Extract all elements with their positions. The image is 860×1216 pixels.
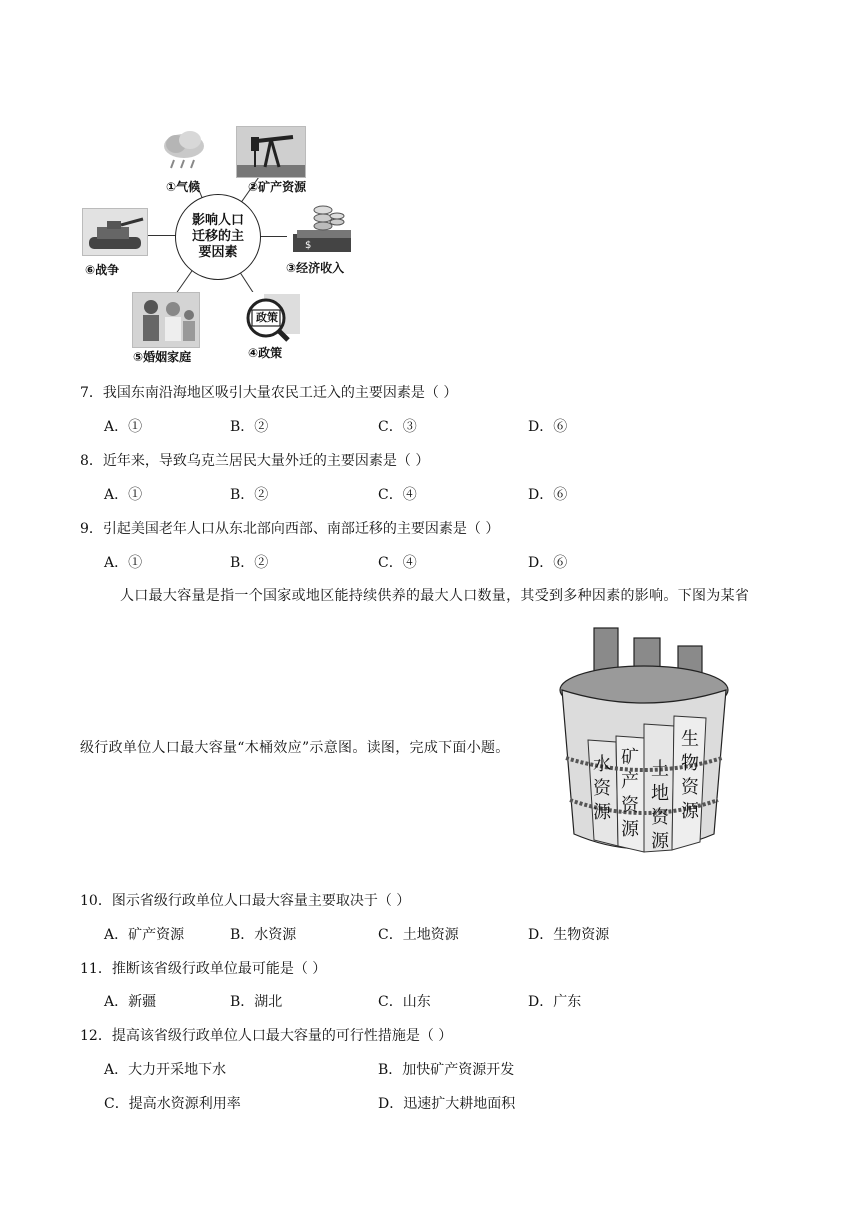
q7-option-c[interactable]: C．③ — [378, 419, 417, 435]
q11-option-c[interactable]: C．山东 — [378, 994, 431, 1010]
income-image — [287, 196, 357, 258]
factor-label-policy: ④政策 — [248, 346, 283, 360]
factor-label-war: ⑥战争 — [85, 263, 120, 277]
migration-factors-diagram — [80, 122, 360, 364]
q10-option-d[interactable]: D．生物资源 — [528, 927, 610, 943]
stave-biological-resources: 生物资源 — [681, 729, 699, 822]
q7-option-a[interactable]: A．① — [104, 419, 143, 435]
question-11: 11．推断该省级行政单位最可能是（ ） — [80, 961, 327, 977]
q12-option-b[interactable]: B．加快矿产资源开发 — [378, 1062, 515, 1078]
question-12: 12．提高该省级行政单位人口最大容量的可行性措施是（ ） — [80, 1028, 453, 1044]
family-photo-icon — [133, 293, 199, 347]
diagram-center — [175, 194, 261, 280]
factor-label-income: ③经济收入 — [286, 261, 345, 275]
q9-option-b[interactable]: B．② — [230, 555, 269, 571]
wooden-bucket-diagram — [558, 620, 734, 864]
policy-image — [244, 292, 302, 342]
tank-icon — [83, 209, 147, 255]
q8-option-b[interactable]: B．② — [230, 487, 269, 503]
stave-mineral-resources: 矿产资源 — [621, 747, 639, 840]
war-image — [82, 208, 148, 256]
factor-label-climate: ①气候 — [166, 180, 201, 194]
q12-option-c[interactable]: C．提高水资源利用率 — [104, 1096, 241, 1112]
q11-option-d[interactable]: D．广东 — [528, 994, 582, 1010]
money-stack-icon — [287, 196, 357, 258]
oil-pump-icon — [237, 127, 305, 177]
climate-image — [160, 126, 208, 174]
question-9: 9．引起美国老年人口从东北部向西部、南部迁移的主要因素是（ ） — [80, 521, 500, 537]
q9-option-d[interactable]: D．⑥ — [528, 555, 568, 571]
bucket-illustration — [558, 620, 734, 864]
q10-option-c[interactable]: C．土地资源 — [378, 927, 459, 943]
q12-option-d[interactable]: D．迅速扩大耕地面积 — [378, 1096, 516, 1112]
question-8: 8．近年来，导致乌克兰居民大量外迁的主要因素是（ ） — [80, 453, 430, 469]
q10-option-b[interactable]: B．水资源 — [230, 927, 297, 943]
passage-line-1: 人口最大容量是指一个国家或地区能持续供养的最大人口数量，其受到多种因素的影响。下图为某省 — [120, 588, 750, 604]
q9-option-c[interactable]: C．④ — [378, 555, 417, 571]
q9-option-a[interactable]: A．① — [104, 555, 143, 571]
minerals-image — [236, 126, 306, 178]
q7-option-b[interactable]: B．② — [230, 419, 269, 435]
q8-option-d[interactable]: D．⑥ — [528, 487, 568, 503]
stave-land-resources: 土地资源 — [651, 759, 669, 852]
q10-option-a[interactable]: A．矿产资源 — [104, 927, 185, 943]
family-image — [132, 292, 200, 348]
question-7: 7．我国东南沿海地区吸引大量农民工迁入的主要因素是（ ） — [80, 385, 458, 401]
question-10: 10．图示省级行政单位人口最大容量主要取决于（ ） — [80, 893, 411, 909]
cloud-rain-icon — [160, 126, 208, 174]
center-label: 影响人口迁移的主要因素 — [191, 213, 244, 260]
passage-line-2: 级行政单位人口最大容量“木桶效应”示意图。读图，完成下面小题。 — [80, 740, 510, 756]
q12-option-a[interactable]: A．大力开采地下水 — [104, 1062, 227, 1078]
policy-stamp-text: 政策 — [256, 311, 278, 324]
svg-text:$: $ — [305, 240, 312, 251]
q8-option-a[interactable]: A．① — [104, 487, 143, 503]
q11-option-a[interactable]: A．新疆 — [104, 994, 157, 1010]
q8-option-c[interactable]: C．④ — [378, 487, 417, 503]
q7-option-d[interactable]: D．⑥ — [528, 419, 568, 435]
stave-water-resources: 水资源 — [593, 754, 611, 823]
factor-label-minerals: ②矿产资源 — [248, 180, 307, 194]
q11-option-b[interactable]: B．湖北 — [230, 994, 283, 1010]
factor-label-family: ⑤婚姻家庭 — [133, 350, 192, 364]
